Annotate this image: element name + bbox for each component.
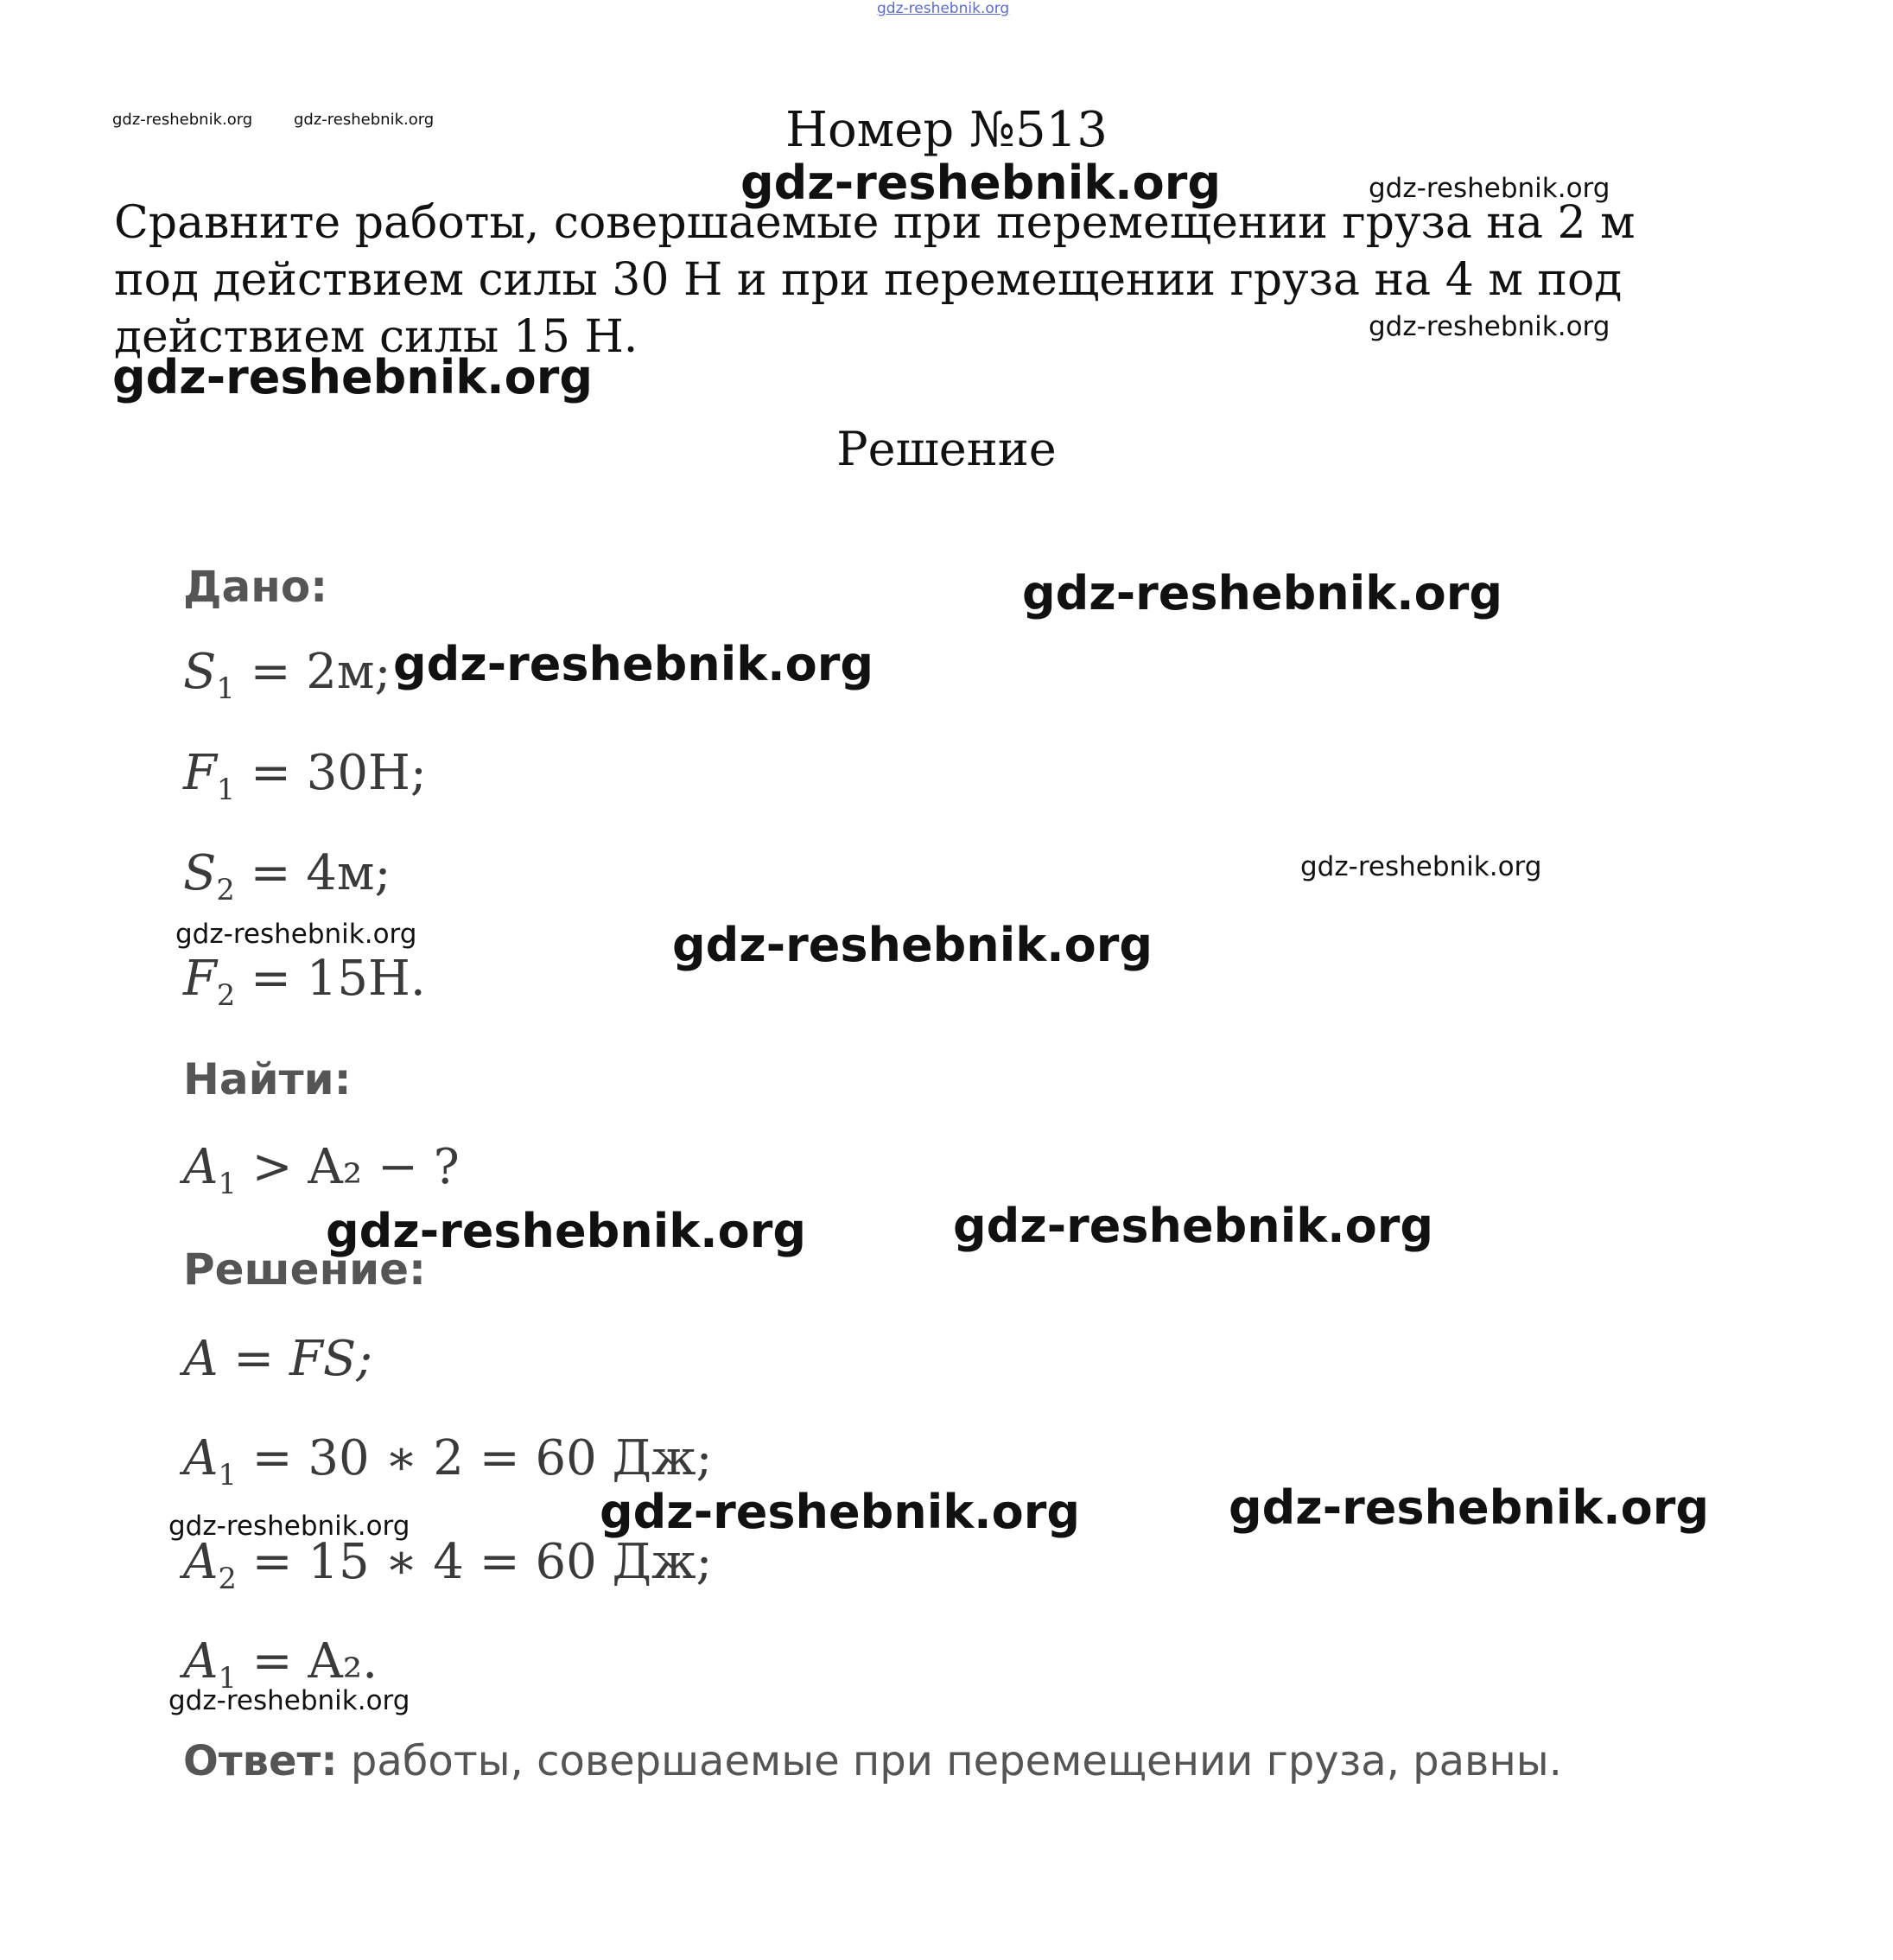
given-label: Дано: <box>183 562 328 612</box>
problem-statement: Сравните работы, совершаемые при перемещении груза на 2 м под действием силы 30 Н и при перемещении груза на 4 м под действием силы 15 Н. <box>114 197 1636 363</box>
calc-a1: $A_1 = 30$ ∗ 2 = 60 Дж; <box>183 1430 713 1492</box>
given-s2-value: = 4м; <box>250 845 391 901</box>
find-label: Найти: <box>183 1054 352 1104</box>
calc-a2-value: = 15 ∗ 4 = 60 Дж; <box>251 1534 713 1590</box>
watermark: gdz-reshebnik.org <box>672 918 1153 972</box>
calc-a1-value: = 30 ∗ 2 = 60 Дж; <box>251 1430 713 1486</box>
watermark: gdz-reshebnik.org <box>1369 311 1610 342</box>
find-expression: $A_1 > A_2$ − ? <box>183 1139 460 1201</box>
calc-a2: $A_2 = 15$ ∗ 4 = 60 Дж; <box>183 1534 713 1596</box>
given-s2: $S_2 = 4м$; <box>183 845 391 907</box>
watermark: gdz-reshebnik.org <box>600 1485 1081 1539</box>
answer <box>183 1737 1562 1785</box>
watermark: gdz-reshebnik.org <box>953 1199 1434 1253</box>
find-expression-value: > A₂ − ? <box>251 1139 460 1195</box>
solution-label: Решение: <box>183 1244 427 1295</box>
watermark: gdz-reshebnik.org <box>326 1204 807 1258</box>
watermark: gdz-reshebnik.org <box>393 637 874 691</box>
given-f2: $F_2 = 15Н$. <box>183 951 426 1013</box>
watermark: gdz-reshebnik.org <box>1229 1480 1710 1535</box>
result-value: = A₂. <box>251 1633 378 1690</box>
answer-text: работы, совершаемые при перемещении груза, равны. <box>350 1737 1562 1785</box>
watermark: gdz-reshebnik.org <box>1300 851 1542 882</box>
watermark: gdz-reshebnik.org <box>740 156 1222 210</box>
formula: A = FS; <box>183 1331 373 1387</box>
watermark: gdz-reshebnik.org <box>168 1511 410 1542</box>
given-f1: $F_1 = 30Н$; <box>183 745 427 807</box>
watermark: gdz-reshebnik.org <box>1022 566 1503 620</box>
watermark: gdz-reshebnik.org <box>168 1685 410 1716</box>
given-s1-value: = 2м; <box>250 644 391 700</box>
solution-heading: Решение <box>836 422 1057 476</box>
given-f1-value: = 30Н; <box>251 745 427 801</box>
result: $A_1 = A_2$. <box>183 1633 378 1696</box>
page-title: Номер №513 <box>785 102 1108 158</box>
watermark: gdz-reshebnik.org <box>1369 173 1610 204</box>
given-f2-value: = 15Н. <box>251 951 426 1007</box>
watermark: gdz-reshebnik.org <box>112 111 253 129</box>
given-s1: $S_1 = 2м$; <box>183 644 391 706</box>
answer-label: Ответ: <box>183 1737 338 1785</box>
watermark: gdz-reshebnik.org <box>175 919 417 950</box>
watermark: gdz-reshebnik.org <box>294 111 435 129</box>
watermark: gdz-reshebnik.org <box>112 350 594 404</box>
watermark-top-link[interactable]: gdz-reshebnik.org <box>877 0 1010 17</box>
